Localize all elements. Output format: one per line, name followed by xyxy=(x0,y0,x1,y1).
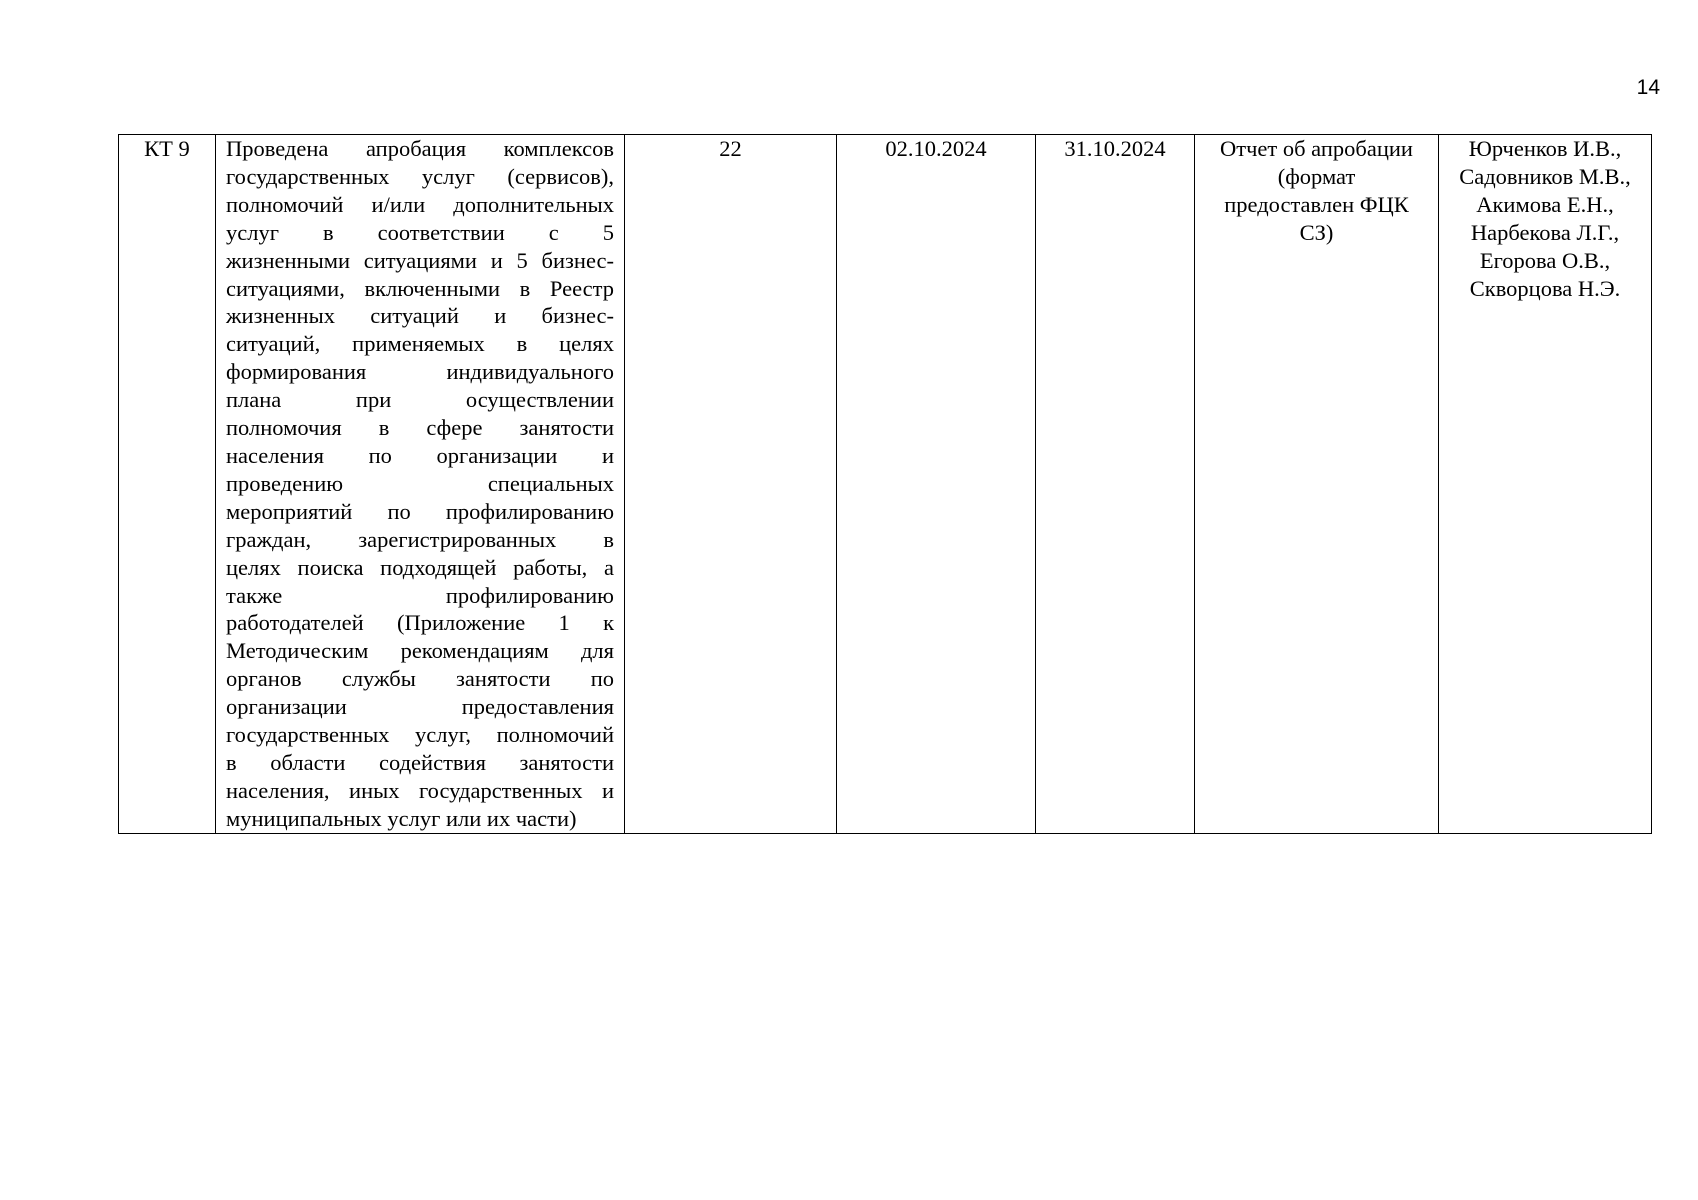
description-line: граждан, зарегистрированных в xyxy=(226,526,614,552)
checkpoint-code: КТ 9 xyxy=(144,136,190,161)
responsible-persons xyxy=(1449,135,1641,302)
description-line: муниципальных услуг или их части) xyxy=(226,805,577,831)
description-line: населения по организации и xyxy=(226,442,614,468)
responsible-line: Егорова О.В., xyxy=(1479,247,1611,273)
result-line: предоставлен ФЦК xyxy=(1224,191,1409,217)
responsible-line: Юрченков И.В., xyxy=(1468,136,1622,161)
description-line: плана при осуществлении xyxy=(226,387,614,413)
description-line: формирования индивидуального xyxy=(226,359,614,385)
checkpoint-description xyxy=(226,135,614,833)
duration-cell xyxy=(625,135,837,834)
start-date-cell xyxy=(837,135,1036,834)
description-line: полномочия в сфере занятости xyxy=(226,415,614,441)
responsible-line: Садовников М.В., xyxy=(1459,163,1631,189)
description-line: Методическим рекомендациям для xyxy=(226,638,614,664)
duration-days: 22 xyxy=(719,136,742,161)
table-row xyxy=(119,135,1652,834)
description-line: ситуациями, включенными в Реестр xyxy=(226,275,614,301)
result-line: СЗ) xyxy=(1299,219,1334,245)
description-line: работодателей (Приложение 1 к xyxy=(226,610,614,636)
description-cell xyxy=(216,135,625,834)
description-line: Проведена апробация комплексов xyxy=(226,136,614,161)
description-line: ситуаций, применяемых в целях xyxy=(226,331,614,357)
description-line: организации предоставления xyxy=(226,694,614,720)
result-document xyxy=(1205,135,1428,247)
description-line: государственных услуг (сервисов), xyxy=(226,163,614,189)
responsible-line: Скворцова Н.Э. xyxy=(1469,275,1621,301)
description-line: жизненных ситуаций и бизнес- xyxy=(226,303,614,329)
description-line: также профилированию xyxy=(226,582,614,608)
description-line: мероприятий по профилированию xyxy=(226,498,614,524)
schedule-table xyxy=(118,134,1652,834)
result-line: Отчет об апробации xyxy=(1220,136,1413,161)
responsible-cell xyxy=(1439,135,1652,834)
responsible-line: Нарбекова Л.Г., xyxy=(1470,219,1620,245)
description-line: государственных услуг, полномочий xyxy=(226,722,614,748)
responsible-line: Акимова Е.Н., xyxy=(1476,191,1614,217)
description-line: в области содействия занятости xyxy=(226,749,614,775)
description-line: жизненными ситуациями и 5 бизнес- xyxy=(226,247,614,273)
checkpoint-code-cell xyxy=(119,135,216,834)
description-line: органов службы занятости по xyxy=(226,666,614,692)
description-line: проведению специальных xyxy=(226,470,614,496)
description-line: целях поиска подходящей работы, а xyxy=(226,554,614,580)
description-line: полномочий и/или дополнительных xyxy=(226,191,614,217)
description-line: населения, иных государственных и xyxy=(226,777,614,803)
result-cell xyxy=(1195,135,1439,834)
page-number: 14 xyxy=(1636,76,1660,99)
end-date-cell xyxy=(1036,135,1195,834)
description-line: услуг в соответствии с 5 xyxy=(226,219,614,245)
end-date: 31.10.2024 xyxy=(1064,136,1166,161)
result-line: (формат xyxy=(1277,163,1356,189)
start-date: 02.10.2024 xyxy=(885,136,987,161)
